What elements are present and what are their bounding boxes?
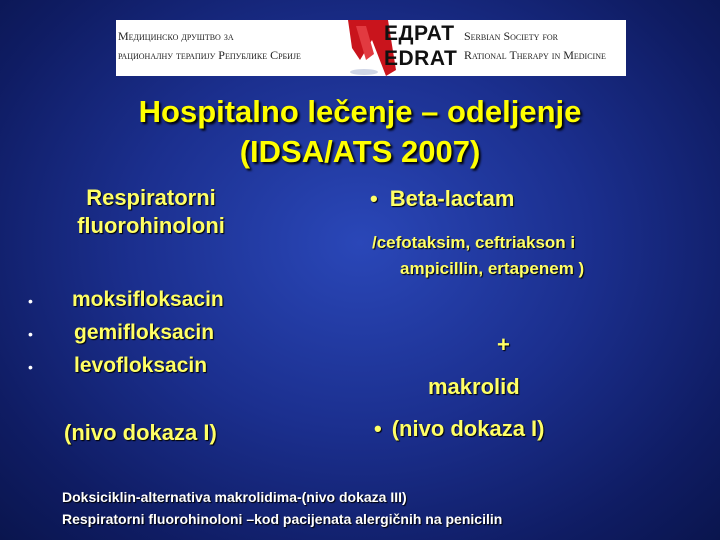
footer-line1: Doksiciklin-alternativa makrolidima-(nivo dokaza III) (62, 489, 407, 505)
logo-word-top: ЕДРАТ (384, 22, 455, 45)
logo-right-line2: Rational Therapy in Medicine (464, 48, 606, 62)
logo-left-line1: Медицинско друштво за (118, 29, 234, 43)
footer-notes (62, 486, 712, 530)
drug-name: gemifloksacin (74, 321, 215, 344)
logo-right-line1: Serbian Society for (464, 29, 559, 43)
drug-name: moksifloksacin (72, 288, 224, 311)
logo-word-bottom: EDRAT (384, 47, 458, 70)
examples-line1: /cefotaksim, ceftriakson i (372, 233, 576, 252)
macrolide-label: makrolid (428, 374, 520, 399)
right-evidence-level (374, 416, 545, 442)
logo-left-text (118, 27, 354, 65)
examples-line2: ampicillin, ertapenem ) (400, 259, 585, 278)
bullet-icon: • (28, 326, 33, 342)
left-heading-line1: Respiratorni (86, 185, 216, 210)
bullet-icon: • (374, 416, 382, 441)
left-heading-line2: fluorohinoloni (77, 213, 225, 238)
right-evidence-text: (nivo dokaza I) (391, 416, 545, 441)
bullet-icon: • (28, 359, 33, 375)
drug-name: levofloksacin (74, 354, 208, 377)
logo-left-line2: рационалну терапију Републике Србије (118, 48, 301, 62)
left-evidence-level: (nivo dokaza I) (64, 420, 217, 445)
bullet-icon: • (370, 186, 378, 211)
footer-line2: Respiratorni fluorohinoloni –kod pacijenata alergičnih na penicilin (62, 511, 503, 527)
bullet-icon: • (28, 293, 33, 309)
right-column-heading (370, 186, 514, 212)
logo-banner (116, 20, 626, 76)
title-line2: (IDSA/ATS 2007) (239, 134, 481, 169)
beta-lactam-label: Beta-lactam (389, 186, 515, 211)
beta-lactam-examples (372, 230, 672, 282)
plus-sign: + (497, 332, 510, 357)
slide-title (40, 92, 680, 172)
title-line1: Hospitalno lečenje – odeljenje (138, 94, 582, 129)
logo-right-text (464, 27, 624, 65)
left-column-heading (46, 184, 256, 240)
